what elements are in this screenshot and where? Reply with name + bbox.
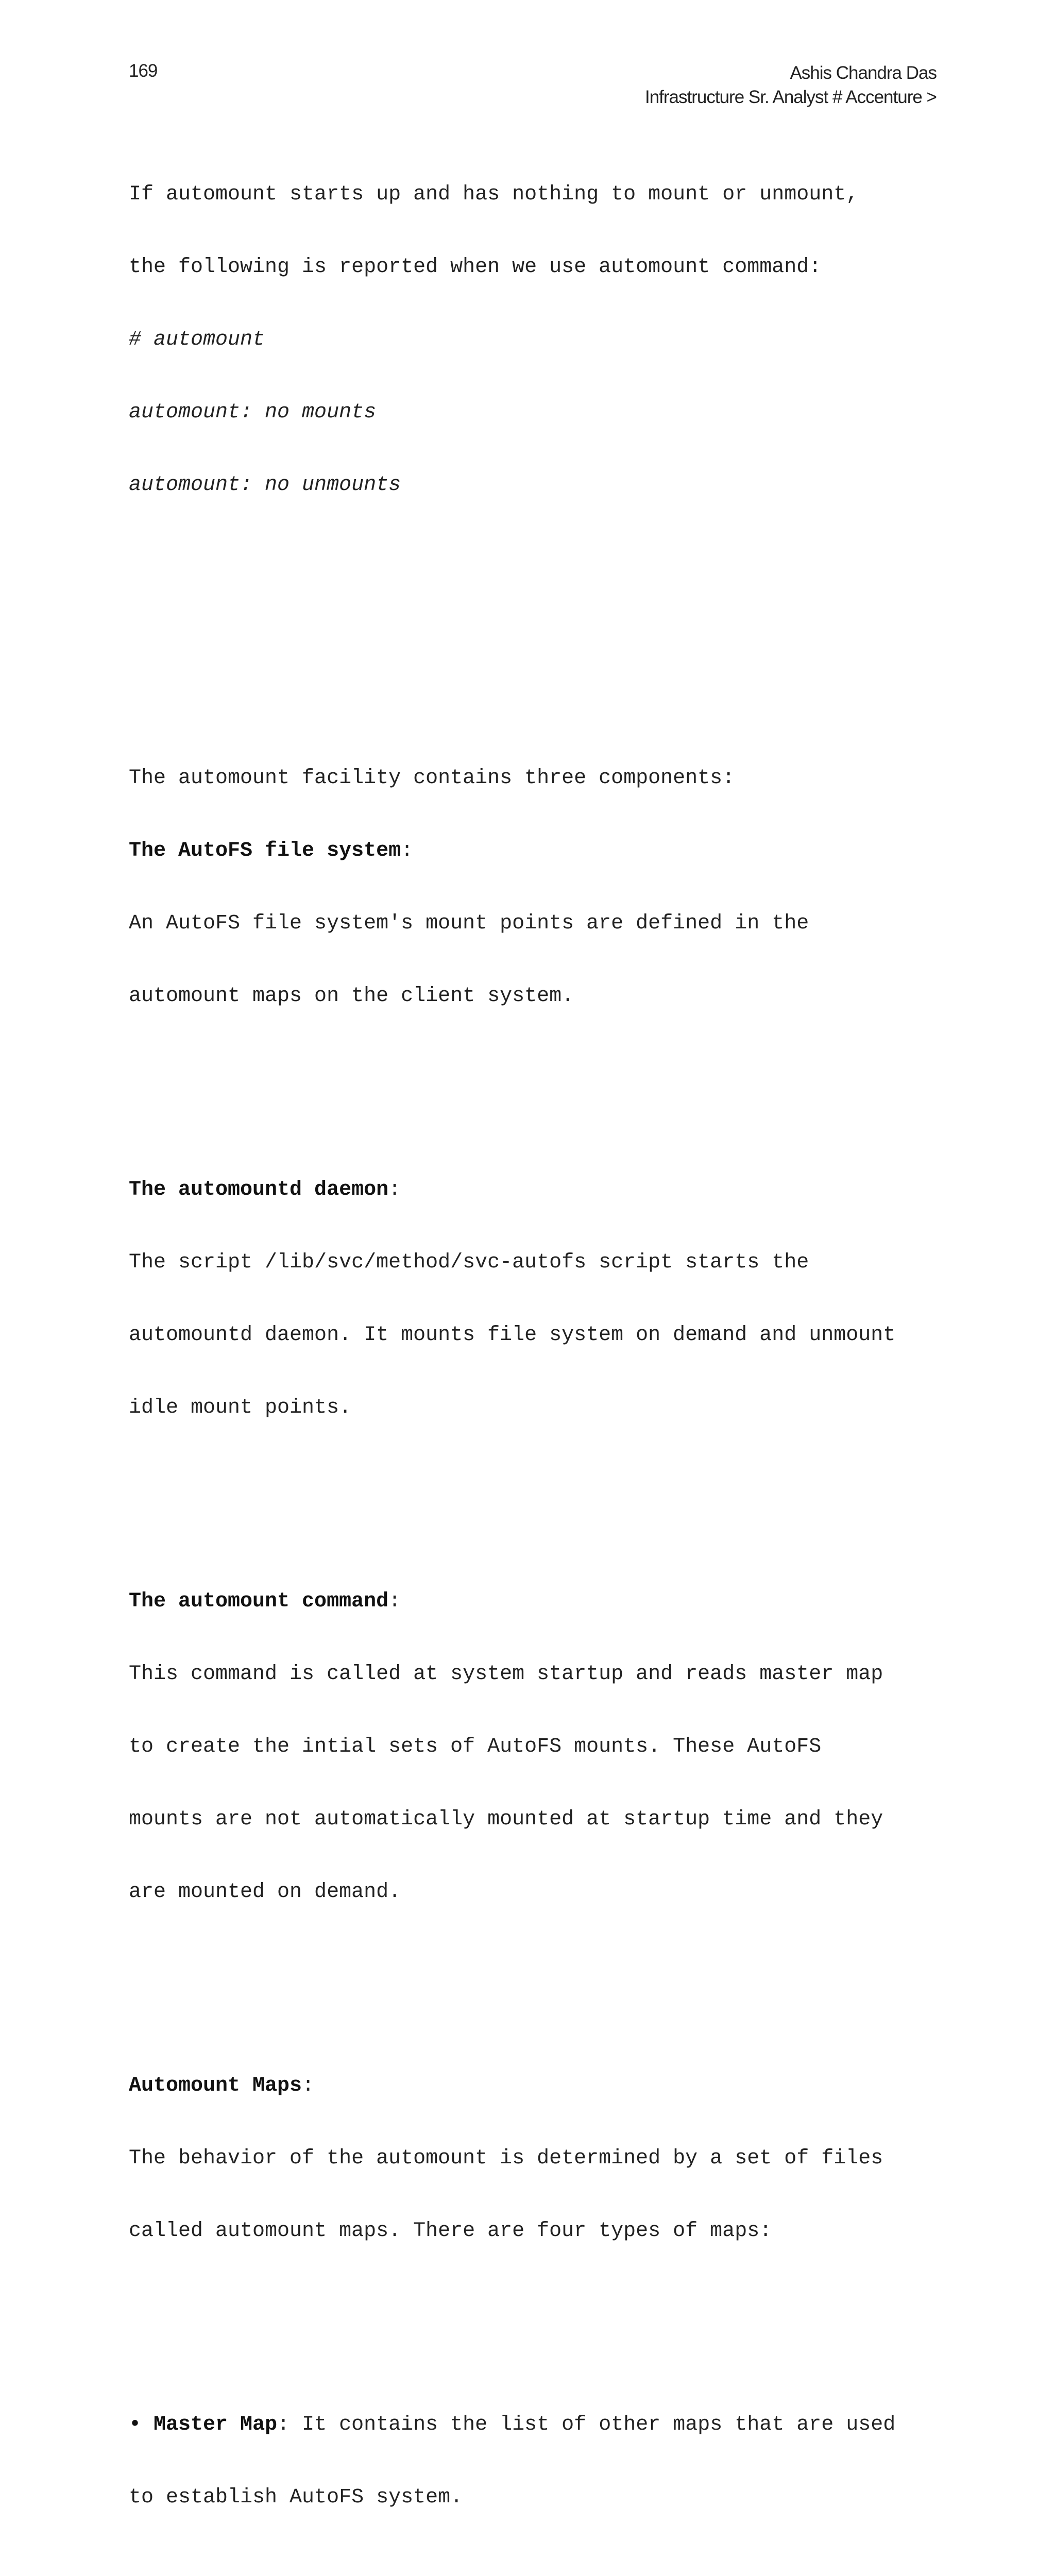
paragraph-line: An AutoFS file system's mount points are defined in the [129,912,809,935]
bullet-text: It contains the list of other maps that are used [290,2413,896,2436]
paragraph-line: This command is called at system startup and reads master map [129,1663,883,1686]
author-subtitle: Infrastructure Sr. Analyst # Accenture > [644,87,937,107]
section-heading-command: The automount command: [129,1590,401,1613]
bullet-icon: • [129,2413,142,2436]
document-body [129,134,953,2576]
author-name: Ashis Chandra Das [790,63,937,83]
paragraph-line: The behavior of the automount is determined by a set of files [129,2147,883,2170]
intro-line: the following is reported when we use automount command: [129,256,822,279]
heading-text: The AutoFS file system [129,839,401,862]
paragraph-line: automountd daemon. It mounts file system on demand and unmount [129,1324,896,1347]
heading-text: Automount Maps [129,2074,302,2097]
paragraph-line: mounts are not automatically mounted at startup time and they [129,1808,883,1831]
paragraph-line: to create the intial sets of AutoFS mounts. These AutoFS [129,1735,822,1758]
code-line: # automount [129,328,265,351]
page-number: 169 [129,61,158,81]
heading-text: The automountd daemon [129,1178,389,1201]
paragraph-line: called automount maps. There are four types of maps: [129,2219,772,2243]
intro-line: If automount starts up and has nothing to mount or unmount, [129,183,859,206]
section-heading-daemon: The automountd daemon: [129,1178,401,1201]
paragraph-line: are mounted on demand. [129,1880,401,1904]
paragraph-line: to establish AutoFS system. [129,2486,463,2509]
code-line: automount: no unmounts [129,473,401,497]
bullet-item-master-map: • Master Map: It contains the list of other maps that are used [129,2413,896,2436]
components-intro: The automount facility contains three components: [129,767,735,790]
paragraph-line: The script /lib/svc/method/svc-autofs script starts the [129,1251,809,1274]
heading-text: The automount command [129,1590,389,1613]
paragraph-line: idle mount points. [129,1396,352,1419]
code-line: automount: no mounts [129,401,377,424]
section-heading-maps: Automount Maps: [129,2074,315,2097]
term-master-map: Master Map [154,2413,278,2436]
section-heading-autofs: The AutoFS file system: [129,839,414,862]
author-block [645,61,937,109]
paragraph-line: automount maps on the client system. [129,985,574,1008]
